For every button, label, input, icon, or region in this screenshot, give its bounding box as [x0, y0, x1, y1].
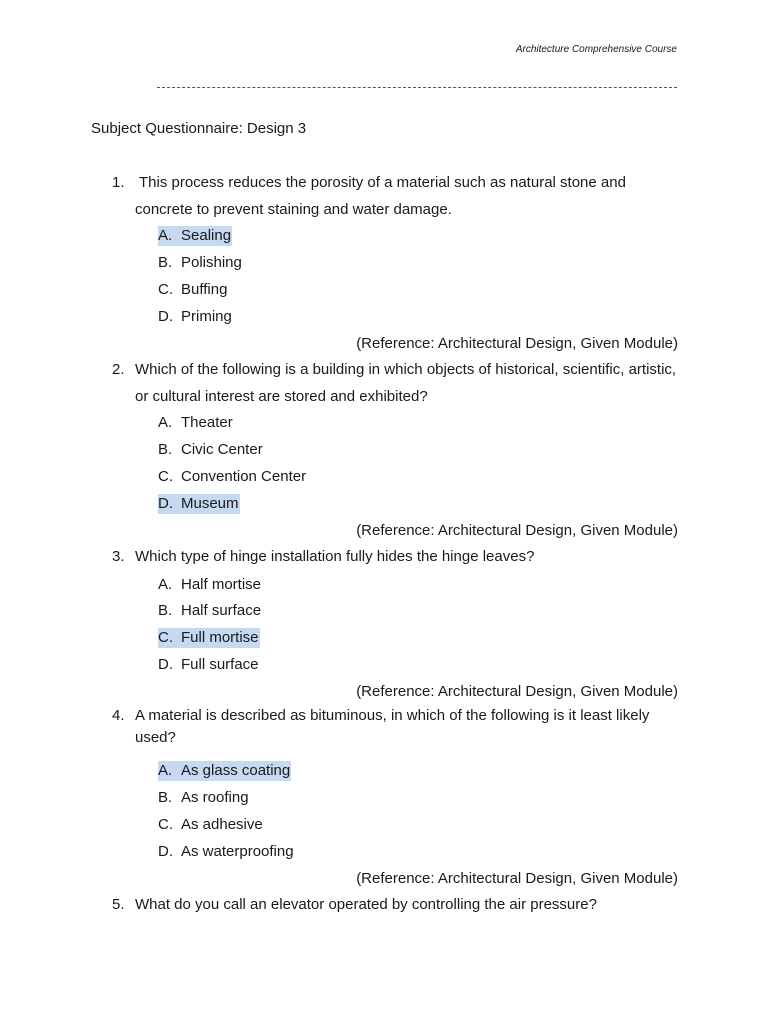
answer-option — [158, 413, 233, 433]
answer-option — [158, 815, 263, 835]
reference-note: (Reference: Architectural Design, Given Module) — [356, 870, 678, 887]
question-text: A material is described as bituminous, in which of the following is it least likely used? — [135, 707, 650, 746]
option-letter: D. — [158, 843, 173, 860]
option-letter: A. — [158, 762, 173, 779]
option-letter: C. — [158, 629, 173, 646]
answer-option — [158, 842, 294, 862]
option-text: As roofing — [181, 789, 249, 806]
question-number: 4. — [112, 707, 125, 724]
option-text: Museum — [181, 495, 239, 512]
option-letter: B. — [158, 602, 173, 619]
header-divider — [157, 87, 677, 88]
answer-option — [158, 575, 261, 595]
option-text: As glass coating — [181, 762, 291, 779]
option-text: Half mortise — [181, 576, 262, 593]
running-header: Architecture Comprehensive Course — [515, 44, 677, 55]
subject-title: Subject Questionnaire: Design 3 — [91, 120, 307, 137]
answer-option-highlighted — [158, 628, 260, 648]
answer-option — [158, 307, 232, 327]
option-text: Civic Center — [181, 441, 263, 458]
option-text: Theater — [181, 414, 233, 431]
option-letter: D. — [158, 308, 173, 325]
answer-option-highlighted — [158, 494, 240, 514]
question-text: Which type of hinge installation fully hides the hinge leaves? — [135, 548, 535, 565]
option-text: As adhesive — [181, 816, 263, 833]
question-number: 5. — [112, 896, 125, 913]
question-text: This process reduces the porosity of a material such as natural stone and concrete to prevent staining and water damage. — [135, 174, 626, 218]
reference-note: (Reference: Architectural Design, Given Module) — [356, 522, 678, 539]
option-letter: C. — [158, 468, 173, 485]
question-number: 2. — [112, 361, 125, 378]
option-text: Full surface — [181, 656, 259, 673]
option-letter: D. — [158, 495, 173, 512]
option-letter: B. — [158, 789, 173, 806]
answer-option — [158, 440, 263, 460]
reference-note: (Reference: Architectural Design, Given Module) — [356, 683, 678, 700]
option-letter: C. — [158, 281, 173, 298]
option-text: Buffing — [181, 281, 228, 298]
option-text: Half surface — [181, 602, 262, 619]
answer-option — [158, 655, 259, 675]
answer-option — [158, 280, 227, 300]
answer-option — [158, 253, 242, 273]
question-text: Which of the following is a building in which objects of historical, scientific, artistic, or cultural interest are stored and exhibited? — [135, 361, 677, 405]
answer-option-highlighted — [158, 761, 291, 781]
option-letter: D. — [158, 656, 173, 673]
answer-option — [158, 601, 261, 621]
option-text: As waterproofing — [181, 843, 294, 860]
reference-note: (Reference: Architectural Design, Given Module) — [356, 335, 678, 352]
option-letter: B. — [158, 441, 173, 458]
answer-option-highlighted — [158, 226, 232, 246]
answer-option — [158, 788, 249, 808]
option-letter: A. — [158, 576, 173, 593]
option-text: Priming — [181, 308, 232, 325]
option-text: Polishing — [181, 254, 242, 271]
option-text: Convention Center — [181, 468, 307, 485]
option-letter: A. — [158, 414, 173, 431]
answer-option — [158, 467, 306, 487]
option-letter: C. — [158, 816, 173, 833]
question-number: 3. — [112, 548, 125, 565]
question-number: 1. — [112, 174, 125, 191]
option-text: Sealing — [181, 227, 232, 244]
question-text: What do you call an elevator operated by controlling the air pressure? — [135, 896, 597, 913]
option-letter: B. — [158, 254, 173, 271]
option-text: Full mortise — [181, 629, 259, 646]
option-letter: A. — [158, 227, 173, 244]
